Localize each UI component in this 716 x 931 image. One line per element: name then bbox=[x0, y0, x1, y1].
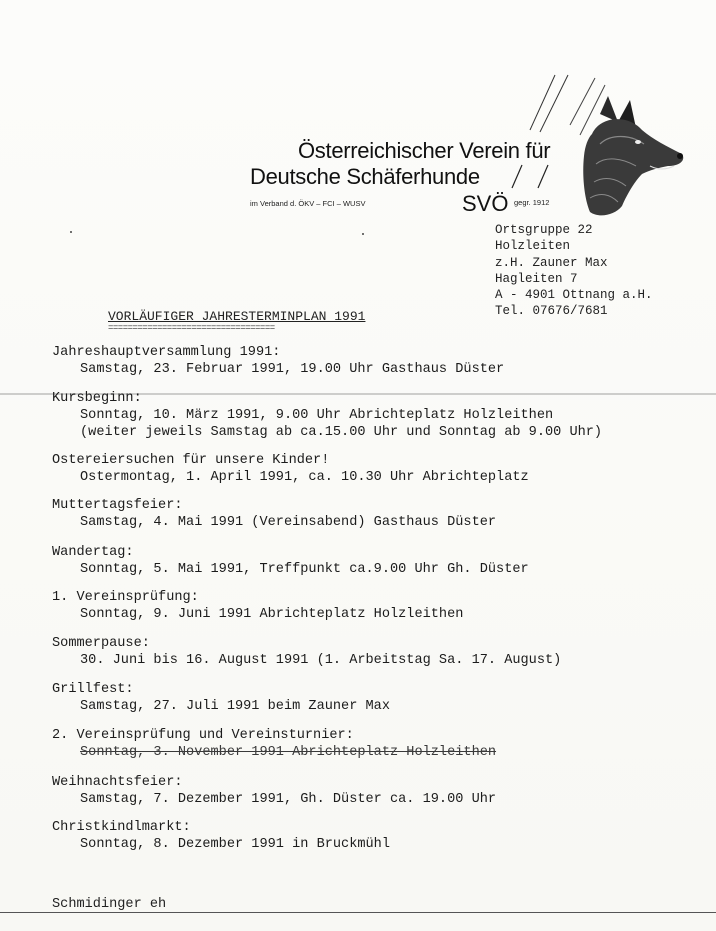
event-item bbox=[52, 774, 712, 808]
page-edge-line bbox=[0, 912, 716, 913]
plan-title: VORLÄUFIGER JAHRESTERMINPLAN 1991 bbox=[108, 309, 366, 324]
event-detail-struck: Sonntag, 3. November 1991 Abrichteplatz Holzleithen bbox=[80, 745, 497, 760]
event-item bbox=[52, 452, 712, 486]
event-detail: 30. Juni bis 16. August 1991 (1. Arbeitstag Sa. 17. August) bbox=[80, 653, 562, 668]
event-item bbox=[52, 589, 712, 623]
event-item bbox=[52, 497, 712, 531]
event-detail: Samstag, 23. Februar 1991, 19.00 Uhr Gasthaus Düster bbox=[80, 362, 505, 377]
event-detail: Sonntag, 5. Mai 1991, Treffpunkt ca.9.00 Uhr Gh. Düster bbox=[80, 562, 529, 577]
event-detail: Samstag, 7. Dezember 1991, Gh. Düster ca. 19.00 Uhr bbox=[80, 792, 497, 807]
event-detail: Samstag, 27. Juli 1991 beim Zauner Max bbox=[80, 699, 390, 714]
event-title: Sommerpause: bbox=[52, 636, 150, 651]
organization-name-line2: Deutsche Schäferhunde bbox=[250, 164, 480, 189]
german-shepherd-head-icon bbox=[570, 94, 690, 219]
address-line: Hagleiten 7 bbox=[495, 271, 578, 286]
event-detail: Sonntag, 10. März 1991, 9.00 Uhr Abrichteplatz Holzleithen bbox=[80, 408, 554, 423]
event-title: 1. Vereinsprüfung: bbox=[52, 590, 199, 605]
event-item bbox=[52, 727, 712, 761]
event-item bbox=[52, 344, 712, 378]
founded-note: gegr. 1912 bbox=[514, 198, 550, 207]
event-item bbox=[52, 544, 712, 578]
event-title: Muttertagsfeier: bbox=[52, 498, 183, 513]
membership-note: im Verband d. ÖKV – FCI – WUSV bbox=[250, 199, 366, 208]
address-line: A - 4901 Ottnang a.H. bbox=[495, 288, 653, 303]
event-detail: Samstag, 4. Mai 1991 (Vereinsabend) Gasthaus Düster bbox=[80, 515, 497, 530]
event-detail: Sonntag, 8. Dezember 1991 in Bruckmühl bbox=[80, 837, 390, 852]
event-title: Jahreshauptversammlung 1991: bbox=[52, 345, 281, 360]
event-detail: Ostermontag, 1. April 1991, ca. 10.30 Uhr Abrichteplatz bbox=[80, 470, 529, 485]
plan-title-double-underline: ================================== bbox=[108, 323, 275, 333]
event-item bbox=[52, 390, 712, 441]
event-item bbox=[52, 681, 712, 715]
event-title: 2. Vereinsprüfung und Vereinsturnier: bbox=[52, 728, 354, 743]
stray-mark bbox=[362, 233, 364, 235]
signature: Schmidinger eh bbox=[52, 897, 167, 912]
event-title: Weihnachtsfeier: bbox=[52, 775, 183, 790]
organization-name-line1: Österreichischer Verein für bbox=[298, 138, 551, 163]
event-detail: (weiter jeweils Samstag ab ca.15.00 Uhr und Sonntag ab 9.00 Uhr) bbox=[80, 425, 603, 440]
stray-mark bbox=[70, 231, 72, 233]
event-title: Kursbeginn: bbox=[52, 391, 142, 406]
event-title: Wandertag: bbox=[52, 545, 134, 560]
event-detail: Sonntag, 9. Juni 1991 Abrichteplatz Holzleithen bbox=[80, 607, 464, 622]
event-title: Ostereiersuchen für unsere Kinder! bbox=[52, 453, 330, 468]
event-title: Christkindlmarkt: bbox=[52, 820, 191, 835]
address-line: z.H. Zauner Max bbox=[495, 255, 608, 270]
sender-address bbox=[495, 222, 653, 320]
address-line: Tel. 07676/7681 bbox=[495, 304, 608, 319]
event-item bbox=[52, 819, 712, 853]
address-line: Ortsgruppe 22 bbox=[495, 223, 593, 237]
address-line: Holzleiten bbox=[495, 239, 571, 254]
event-title: Grillfest: bbox=[52, 682, 134, 697]
organization-abbreviation: SVÖ bbox=[462, 191, 509, 216]
event-item bbox=[52, 635, 712, 669]
